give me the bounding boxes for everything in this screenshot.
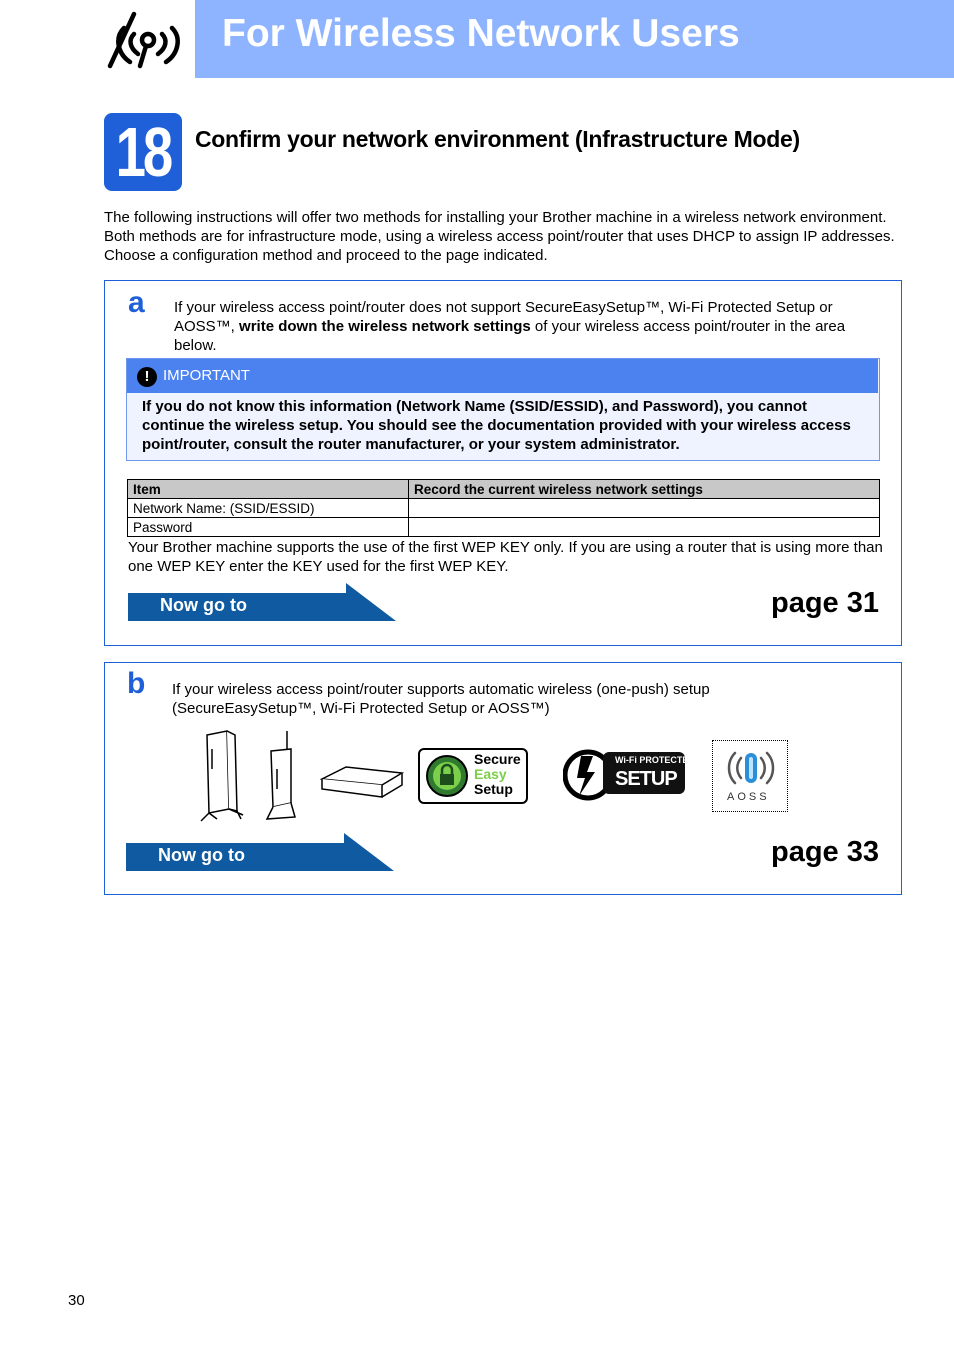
- table-cell: Password: [128, 518, 409, 537]
- ses-line1: Secure: [474, 751, 521, 767]
- secure-easy-setup-logo: [418, 748, 528, 804]
- router-tower-icon: [197, 729, 247, 823]
- page-ref-a[interactable]: page 31: [771, 587, 879, 619]
- wireless-icon: [100, 10, 188, 70]
- section-a-letter: a: [128, 286, 145, 319]
- table-cell[interactable]: [409, 518, 880, 537]
- wifi-protected-setup-logo: [563, 746, 695, 804]
- aoss-signal-icon: [723, 749, 779, 787]
- step-number-badge: [104, 113, 182, 191]
- section-b-box: [104, 662, 902, 895]
- wps-line2: SETUP: [615, 768, 677, 790]
- step-title: Confirm your network environment (Infrastructure Mode): [195, 126, 800, 152]
- exclamation-icon: !: [137, 367, 157, 387]
- section-a-text-before: If your wireless access point/router does not support SecureEasySetup™, Wi-Fi Protected Setup or AOSS™,: [174, 299, 833, 335]
- network-settings-table: [127, 479, 880, 537]
- lock-emblem-icon: [424, 754, 470, 798]
- aoss-logo: [712, 740, 788, 812]
- aoss-label: AOSS: [727, 791, 770, 803]
- step-number: 18: [115, 113, 171, 191]
- wps-badge: [603, 752, 695, 794]
- important-text: If you do not know this information (Network Name (SSID/ESSID), and Password), you cannot continue the wireless setup. You should see the documentation provided with your wireless access point/router, consult the router manufacturer, or your system administrator.: [142, 398, 851, 453]
- section-a-box: [104, 280, 902, 646]
- now-go-to-arrow-b: [126, 833, 394, 871]
- wps-line1: Wi-Fi PROTECTED: [615, 755, 695, 765]
- page-number: 30: [68, 1292, 85, 1309]
- important-label: IMPORTANT: [163, 367, 250, 384]
- now-go-to-label: Now go to: [158, 845, 245, 865]
- section-a-text: [174, 298, 880, 355]
- intro-paragraph: The following instructions will offer two methods for installing your Brother machine in a wireless network environment. Both methods are for infrastructure mode, using a wireless access point/router that uses DHCP to assign IP addresses. Choose a configuration method and proceed to the page indicated.: [104, 209, 895, 264]
- table-cell: Network Name: (SSID/ESSID): [128, 499, 409, 518]
- page-title: For Wireless Network Users: [222, 12, 740, 55]
- ses-line2: Easy: [474, 766, 507, 782]
- table-header-record: Record the current wireless network settings: [409, 480, 880, 499]
- important-bar: [127, 359, 878, 393]
- section-b-text: If your wireless access point/router supports automatic wireless (one-push) setup (SecureEasySetup™, Wi-Fi Protected Setup or AOSS™): [172, 681, 710, 717]
- table-header-item: Item: [128, 480, 409, 499]
- important-box: [126, 358, 880, 461]
- table-cell[interactable]: [409, 499, 880, 518]
- section-a-text-bold: write down the wireless network settings: [239, 318, 531, 335]
- router-flat-icon: [320, 763, 404, 803]
- table-row: [128, 518, 880, 537]
- ses-line3: Setup: [474, 781, 513, 797]
- table-header-row: [128, 480, 880, 499]
- now-go-to-arrow-a: [128, 583, 396, 621]
- section-b-letter: b: [127, 667, 146, 700]
- table-row: [128, 499, 880, 518]
- section-a-text-after: of your wireless access point/router in the area below.: [174, 318, 846, 354]
- router-antenna-icon: [265, 729, 299, 823]
- now-go-to-label: Now go to: [160, 595, 247, 615]
- page-ref-b[interactable]: page 33: [771, 836, 879, 868]
- wep-key-note: Your Brother machine supports the use of the first WEP KEY only. If you are using a router that is using more than one WEP KEY enter the KEY used for the first WEP KEY.: [128, 539, 883, 575]
